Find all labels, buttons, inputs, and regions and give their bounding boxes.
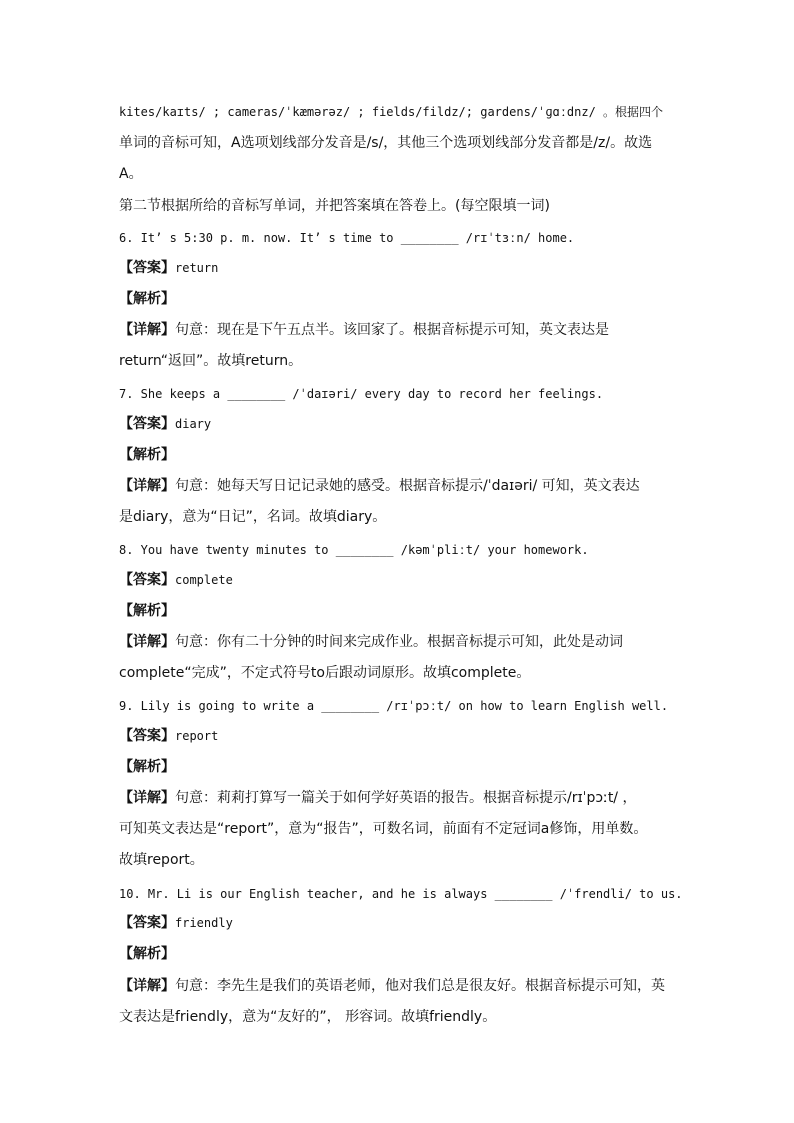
detail-9-line-3: 故填report。 [119,852,204,868]
answer-value: diary [175,417,212,431]
answer-8 [119,571,684,590]
detail-tag: 【详解】 [119,978,175,994]
intro-line-2: 单词的音标可知，A选项划线部分发音是/s/，其他三个选项划线部分发音都是/z/。故选 [119,135,653,151]
answer-9 [119,727,684,746]
answer-tag: 【答案】 [119,915,175,931]
detail-text: 句意：她每天写日记记录她的感受。根据音标提示/ˈdaɪəri/ 可知，英文表达 [175,478,640,494]
detail-tag: 【详解】 [119,634,175,650]
analysis-tag-8: 【解析】 [119,603,175,619]
answer-value: return [175,261,219,275]
question-8: 8. You have twenty minutes to ________ /kəmˈpliːt/ your homework. [119,543,589,557]
answer-10 [119,914,684,933]
answer-tag: 【答案】 [119,416,175,432]
question-9: 9. Lily is going to write a ________ /rɪˈpɔːt/ on how to learn English well. [119,699,669,713]
detail-text: 句意：现在是下午五点半。该回家了。根据音标提示可知，英文表达是 [175,322,609,338]
detail-9-line-2: 可知英文表达是“report”，意为“报告”，可数名词，前面有不定冠词a修饰，用单数。 [119,821,648,837]
detail-tag: 【详解】 [119,790,175,806]
detail-10-line-1 [119,977,684,996]
section-heading: 第二节根据所给的音标写单词，并把答案填在答卷上。(每空限填一词) [119,198,550,214]
detail-8-line-1 [119,633,684,652]
detail-tag: 【详解】 [119,322,175,338]
intro-line-3: A。 [119,166,143,182]
detail-text: 句意：你有二十分钟的时间来完成作业。根据音标提示可知，此处是动词 [175,634,623,650]
detail-8-line-2: complete“完成”，不定式符号to后跟动词原形。故填complete。 [119,665,531,681]
analysis-tag-10: 【解析】 [119,946,175,962]
intro-line-1: kites/kaɪts/ ; cameras/ˈkæmərəz/ ; fields/fildz/; gardens/ˈɡɑːdnz/ 。根据四个 [119,105,664,119]
answer-value: complete [175,573,233,587]
detail-10-line-2: 文表达是friendly，意为“友好的”， 形容词。故填friendly。 [119,1009,497,1025]
answer-value: report [175,729,219,743]
answer-tag: 【答案】 [119,260,175,276]
analysis-tag-6: 【解析】 [119,291,175,307]
answer-6 [119,259,684,278]
answer-7 [119,415,684,434]
detail-text: 句意：李先生是我们的英语老师，他对我们总是很友好。根据音标提示可知，英 [175,978,665,994]
answer-tag: 【答案】 [119,572,175,588]
detail-7-line-2: 是diary，意为“日记”，名词。故填diary。 [119,509,387,525]
answer-tag: 【答案】 [119,728,175,744]
question-6: 6. It’ s 5:30 p. m. now. It’ s time to ________ /rɪˈtɜːn/ home. [119,231,575,245]
detail-7-line-1 [119,477,684,496]
detail-6-line-1 [119,321,684,340]
detail-9-line-1 [119,789,684,808]
analysis-tag-7: 【解析】 [119,447,175,463]
detail-6-line-2: return“返回”。故填return。 [119,353,303,369]
question-7: 7. She keeps a ________ /ˈdaɪəri/ every day to record her feelings. [119,387,604,401]
analysis-tag-9: 【解析】 [119,759,175,775]
answer-value: friendly [175,916,233,930]
detail-text: 句意：莉莉打算写一篇关于如何学好英语的报告。根据音标提示/rɪˈpɔːt/ ， [175,790,637,806]
detail-tag: 【详解】 [119,478,175,494]
question-10: 10. Mr. Li is our English teacher, and he is always ________ /ˈfrendli/ to us. [119,887,683,901]
